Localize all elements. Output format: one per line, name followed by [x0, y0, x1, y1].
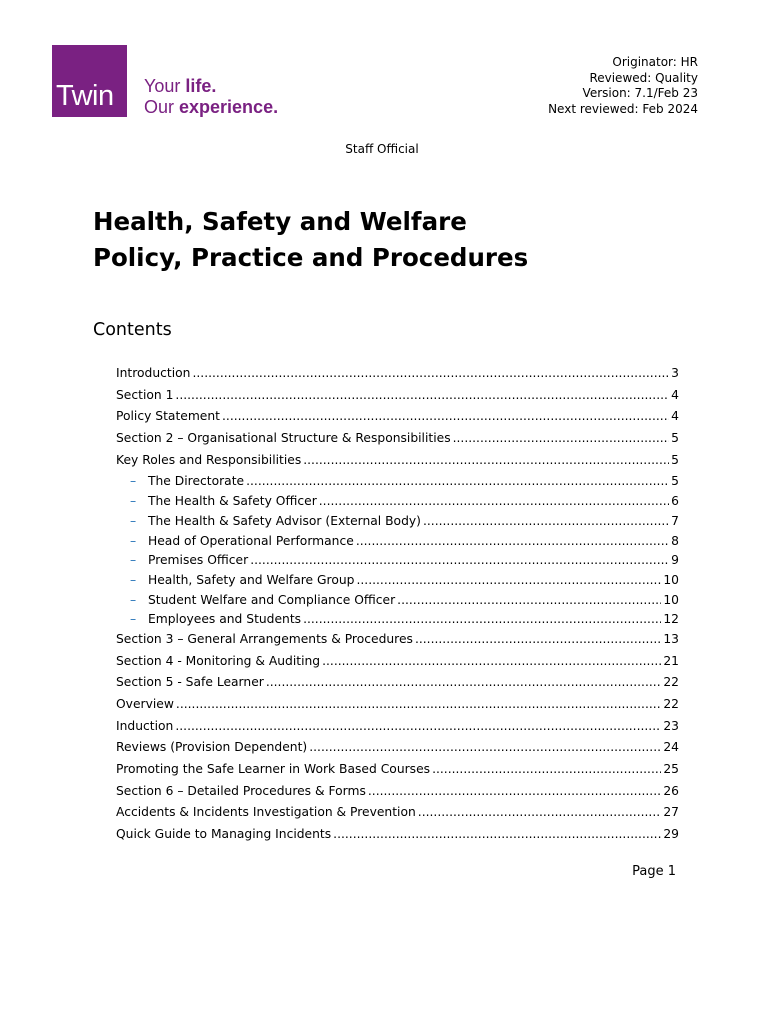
dot-leader [423, 512, 669, 531]
sub-entry-dash-icon: – [130, 533, 137, 548]
toc-entry-page-number: 24 [663, 740, 679, 755]
toc-entry[interactable] [116, 782, 679, 804]
toc-entry-page-number: 7 [671, 513, 679, 528]
dot-leader [418, 803, 662, 822]
dot-leader [333, 825, 661, 844]
dot-leader [368, 782, 661, 801]
toc-entry-page-number: 5 [671, 431, 679, 446]
dot-leader [175, 717, 661, 736]
originator: Originator: HR [612, 55, 698, 69]
dot-leader [176, 695, 661, 714]
dot-leader [222, 407, 669, 426]
toc-entry-label: Introduction [116, 366, 191, 380]
version: Version: 7.1/Feb 23 [582, 86, 698, 100]
toc-entry-page-number: 4 [671, 387, 679, 402]
toc-entry-page-number: 5 [671, 474, 679, 489]
table-of-contents [116, 364, 679, 847]
toc-entry-page-number: 22 [663, 675, 679, 690]
toc-entry[interactable] [116, 738, 679, 760]
document-title [93, 204, 528, 276]
tagline-line-1: Your life. [144, 76, 217, 96]
dot-leader [303, 451, 669, 470]
toc-entry-label: The Directorate [148, 474, 245, 489]
toc-entry-page-number: 9 [671, 553, 679, 568]
dot-leader [453, 429, 670, 448]
toc-entry-label: Head of Operational Performance [148, 533, 354, 548]
toc-entry-label: Quick Guide to Managing Incidents [116, 827, 332, 842]
tagline-line-2: Our experience. [144, 97, 279, 117]
toc-entry-page-number: 3 [671, 366, 679, 380]
toc-entry-label: Section 6 – Detailed Procedures & Forms [116, 783, 366, 798]
dot-leader [309, 738, 661, 757]
toc-entry-page-number: 21 [663, 653, 679, 668]
toc-entry[interactable] [116, 532, 679, 552]
toc-entry[interactable] [116, 760, 679, 782]
toc-entry[interactable] [116, 551, 679, 571]
toc-entry[interactable] [116, 803, 679, 825]
contents-heading: Contents [93, 320, 172, 340]
classification-label: Staff Official [345, 142, 419, 156]
page-number: Page 1 [632, 864, 676, 879]
toc-entry[interactable] [116, 512, 679, 532]
sub-entry-dash-icon: – [130, 494, 137, 509]
toc-entry[interactable] [116, 652, 679, 674]
toc-entry-page-number: 26 [663, 783, 679, 798]
document-metadata [548, 55, 698, 117]
toc-entry-label: Induction [116, 718, 174, 733]
sub-entry-dash-icon: – [130, 612, 137, 627]
toc-entry-label: Student Welfare and Compliance Officer [148, 592, 396, 607]
toc-entry-page-number: 10 [663, 572, 679, 587]
dot-leader [356, 532, 669, 551]
toc-entry[interactable] [116, 717, 679, 739]
toc-entry-label: Employees and Students [148, 612, 302, 627]
toc-entry-page-number: 23 [663, 718, 679, 733]
dot-leader [303, 610, 661, 629]
toc-entry[interactable] [116, 610, 679, 630]
logo-text: Twin [56, 80, 114, 112]
dot-leader [397, 591, 661, 610]
logo-tagline [144, 76, 278, 118]
toc-entry-label: Health, Safety and Welfare Group [148, 572, 355, 587]
toc-entry-page-number: 22 [663, 697, 679, 711]
toc-entry-label: Section 4 - Monitoring & Auditing [116, 653, 321, 668]
sub-entry-dash-icon: – [130, 474, 137, 489]
toc-entry[interactable] [116, 591, 679, 611]
toc-entry[interactable] [116, 451, 679, 473]
toc-entry-label: Promoting the Safe Learner in Work Based Courses [116, 762, 431, 777]
toc-entry-page-number: 4 [671, 409, 679, 424]
dot-leader [246, 472, 669, 491]
toc-entry[interactable] [116, 630, 679, 652]
dot-leader [432, 760, 661, 779]
toc-entry-page-number: 29 [663, 827, 679, 842]
toc-entry[interactable] [116, 695, 679, 717]
dot-leader [356, 571, 661, 590]
dot-leader [322, 652, 661, 671]
dot-leader [175, 386, 669, 405]
toc-entry-page-number: 6 [671, 494, 679, 509]
toc-entry[interactable] [116, 407, 679, 429]
toc-entry-page-number: 27 [663, 805, 679, 820]
toc-entry-label: The Health & Safety Officer [148, 494, 317, 509]
dot-leader [319, 492, 669, 511]
toc-entry-label: Key Roles and Responsibilities [116, 452, 302, 467]
dot-leader [266, 673, 662, 692]
toc-entry-page-number: 8 [671, 533, 679, 548]
toc-entry-label: Section 2 – Organisational Structure & Responsibilities [116, 431, 451, 446]
sub-entry-dash-icon: – [130, 553, 137, 568]
twin-logo [52, 45, 127, 117]
toc-entry-page-number: 12 [663, 612, 679, 627]
dot-leader [415, 630, 661, 649]
toc-entry[interactable] [116, 364, 679, 386]
toc-entry-page-number: 25 [663, 762, 679, 777]
toc-entry[interactable] [116, 472, 679, 492]
toc-entry[interactable] [116, 673, 679, 695]
toc-entry[interactable] [116, 571, 679, 591]
toc-entry[interactable] [116, 386, 679, 408]
sub-entry-dash-icon: – [130, 572, 137, 587]
toc-entry-label: Section 5 - Safe Learner [116, 675, 264, 690]
title-line-1: Health, Safety and Welfare [93, 207, 467, 236]
toc-entry-label: Premises Officer [148, 553, 249, 568]
toc-entry[interactable] [116, 825, 679, 847]
toc-entry-page-number: 5 [671, 452, 679, 467]
toc-entry[interactable] [116, 492, 679, 512]
toc-entry-label: The Health & Safety Advisor (External Body) [148, 513, 421, 528]
dot-leader [192, 364, 669, 383]
toc-entry-page-number: 10 [663, 592, 679, 607]
dot-leader [250, 551, 669, 570]
toc-entry[interactable] [116, 429, 679, 451]
toc-entry-label: Policy Statement [116, 409, 220, 424]
toc-entry-label: Reviews (Provision Dependent) [116, 740, 308, 755]
toc-entry-label: Section 1 [116, 387, 174, 402]
title-line-2: Policy, Practice and Procedures [93, 243, 529, 272]
toc-entry-label: Accidents & Incidents Investigation & Prevention [116, 805, 416, 820]
sub-entry-dash-icon: – [130, 513, 137, 528]
reviewed-by: Reviewed: Quality [589, 70, 698, 85]
sub-entry-dash-icon: – [130, 592, 137, 607]
toc-entry-page-number: 13 [663, 631, 679, 646]
next-review-date: Next reviewed: Feb 2024 [548, 101, 698, 116]
toc-entry-label: Section 3 – General Arrangements & Procedures [116, 631, 413, 646]
toc-entry-label: Overview [116, 697, 174, 711]
